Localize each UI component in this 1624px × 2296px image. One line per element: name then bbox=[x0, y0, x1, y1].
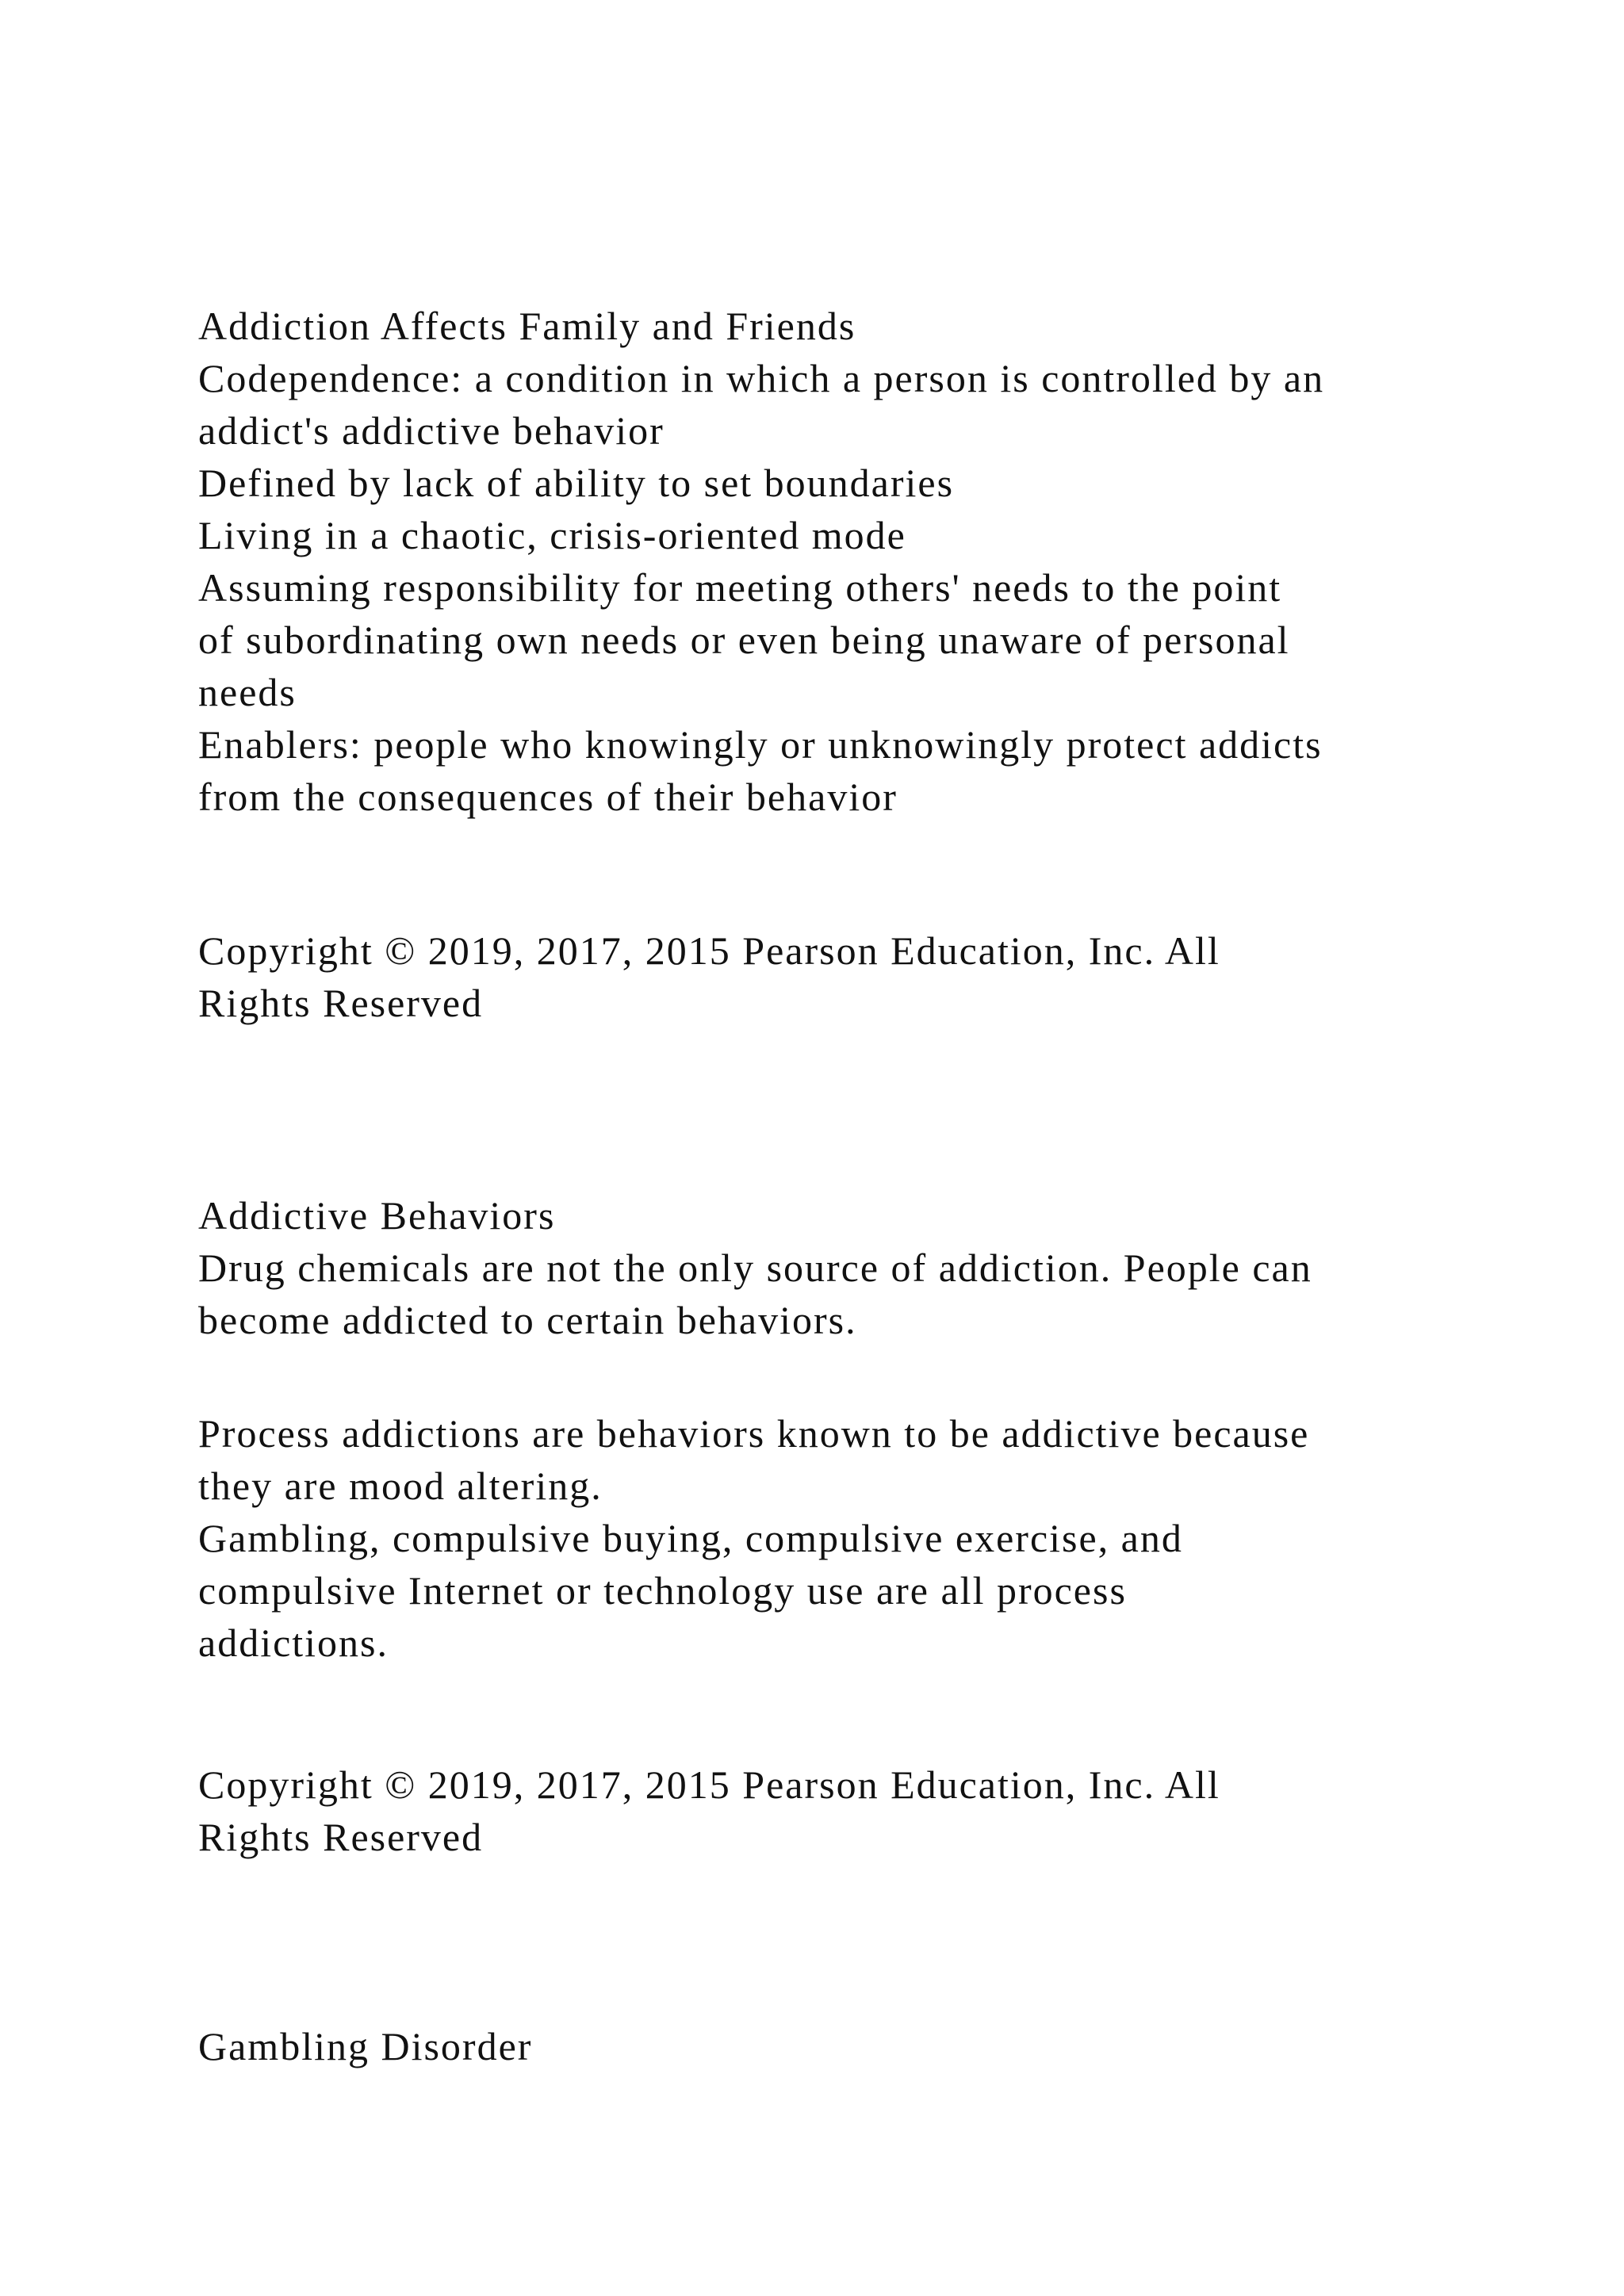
copyright-notice bbox=[198, 1758, 1467, 1863]
copyright-line: Rights Reserved bbox=[198, 1815, 484, 1859]
body-line: from the consequences of their behavior bbox=[198, 775, 898, 819]
section-gambling-disorder bbox=[198, 2020, 1467, 2072]
body-line: Defined by lack of ability to set boundaries bbox=[198, 461, 955, 505]
copyright-line: Copyright © 2019, 2017, 2015 Pearson Education, Inc. All bbox=[198, 1762, 1220, 1807]
section-title: Addiction Affects Family and Friends bbox=[198, 304, 856, 348]
body-line: they are mood altering. bbox=[198, 1464, 603, 1508]
section-title: Gambling Disorder bbox=[198, 2024, 533, 2068]
body-line: compulsive Internet or technology use are all process bbox=[198, 1568, 1127, 1613]
section-addictive-behaviors-heading bbox=[198, 1189, 1467, 1346]
copyright-line: Copyright © 2019, 2017, 2015 Pearson Education, Inc. All bbox=[198, 928, 1220, 973]
body-line: of subordinating own needs or even being unaware of personal bbox=[198, 618, 1290, 662]
body-line: Process addictions are behaviors known to be addictive because bbox=[198, 1411, 1310, 1456]
section-title: Addictive Behaviors bbox=[198, 1193, 556, 1238]
copyright-line: Rights Reserved bbox=[198, 981, 484, 1025]
body-line: Assuming responsibility for meeting others' needs to the point bbox=[198, 565, 1282, 610]
body-line: become addicted to certain behaviors. bbox=[198, 1298, 857, 1342]
body-line: Codependence: a condition in which a person is controlled by an bbox=[198, 356, 1325, 400]
section-process-addictions bbox=[198, 1407, 1467, 1669]
body-line: Enablers: people who knowingly or unknowingly protect addicts bbox=[198, 722, 1323, 767]
body-line: addictions. bbox=[198, 1621, 389, 1665]
body-line: Drug chemicals are not the only source of addiction. People can bbox=[198, 1246, 1312, 1290]
body-line: addict's addictive behavior bbox=[198, 408, 665, 453]
body-line: Living in a chaotic, crisis-oriented mode bbox=[198, 513, 906, 557]
body-line: Gambling, compulsive buying, compulsive exercise, and bbox=[198, 1516, 1183, 1560]
copyright-notice bbox=[198, 924, 1467, 1029]
body-line: needs bbox=[198, 670, 297, 714]
section-addiction-affects-family bbox=[198, 300, 1467, 823]
